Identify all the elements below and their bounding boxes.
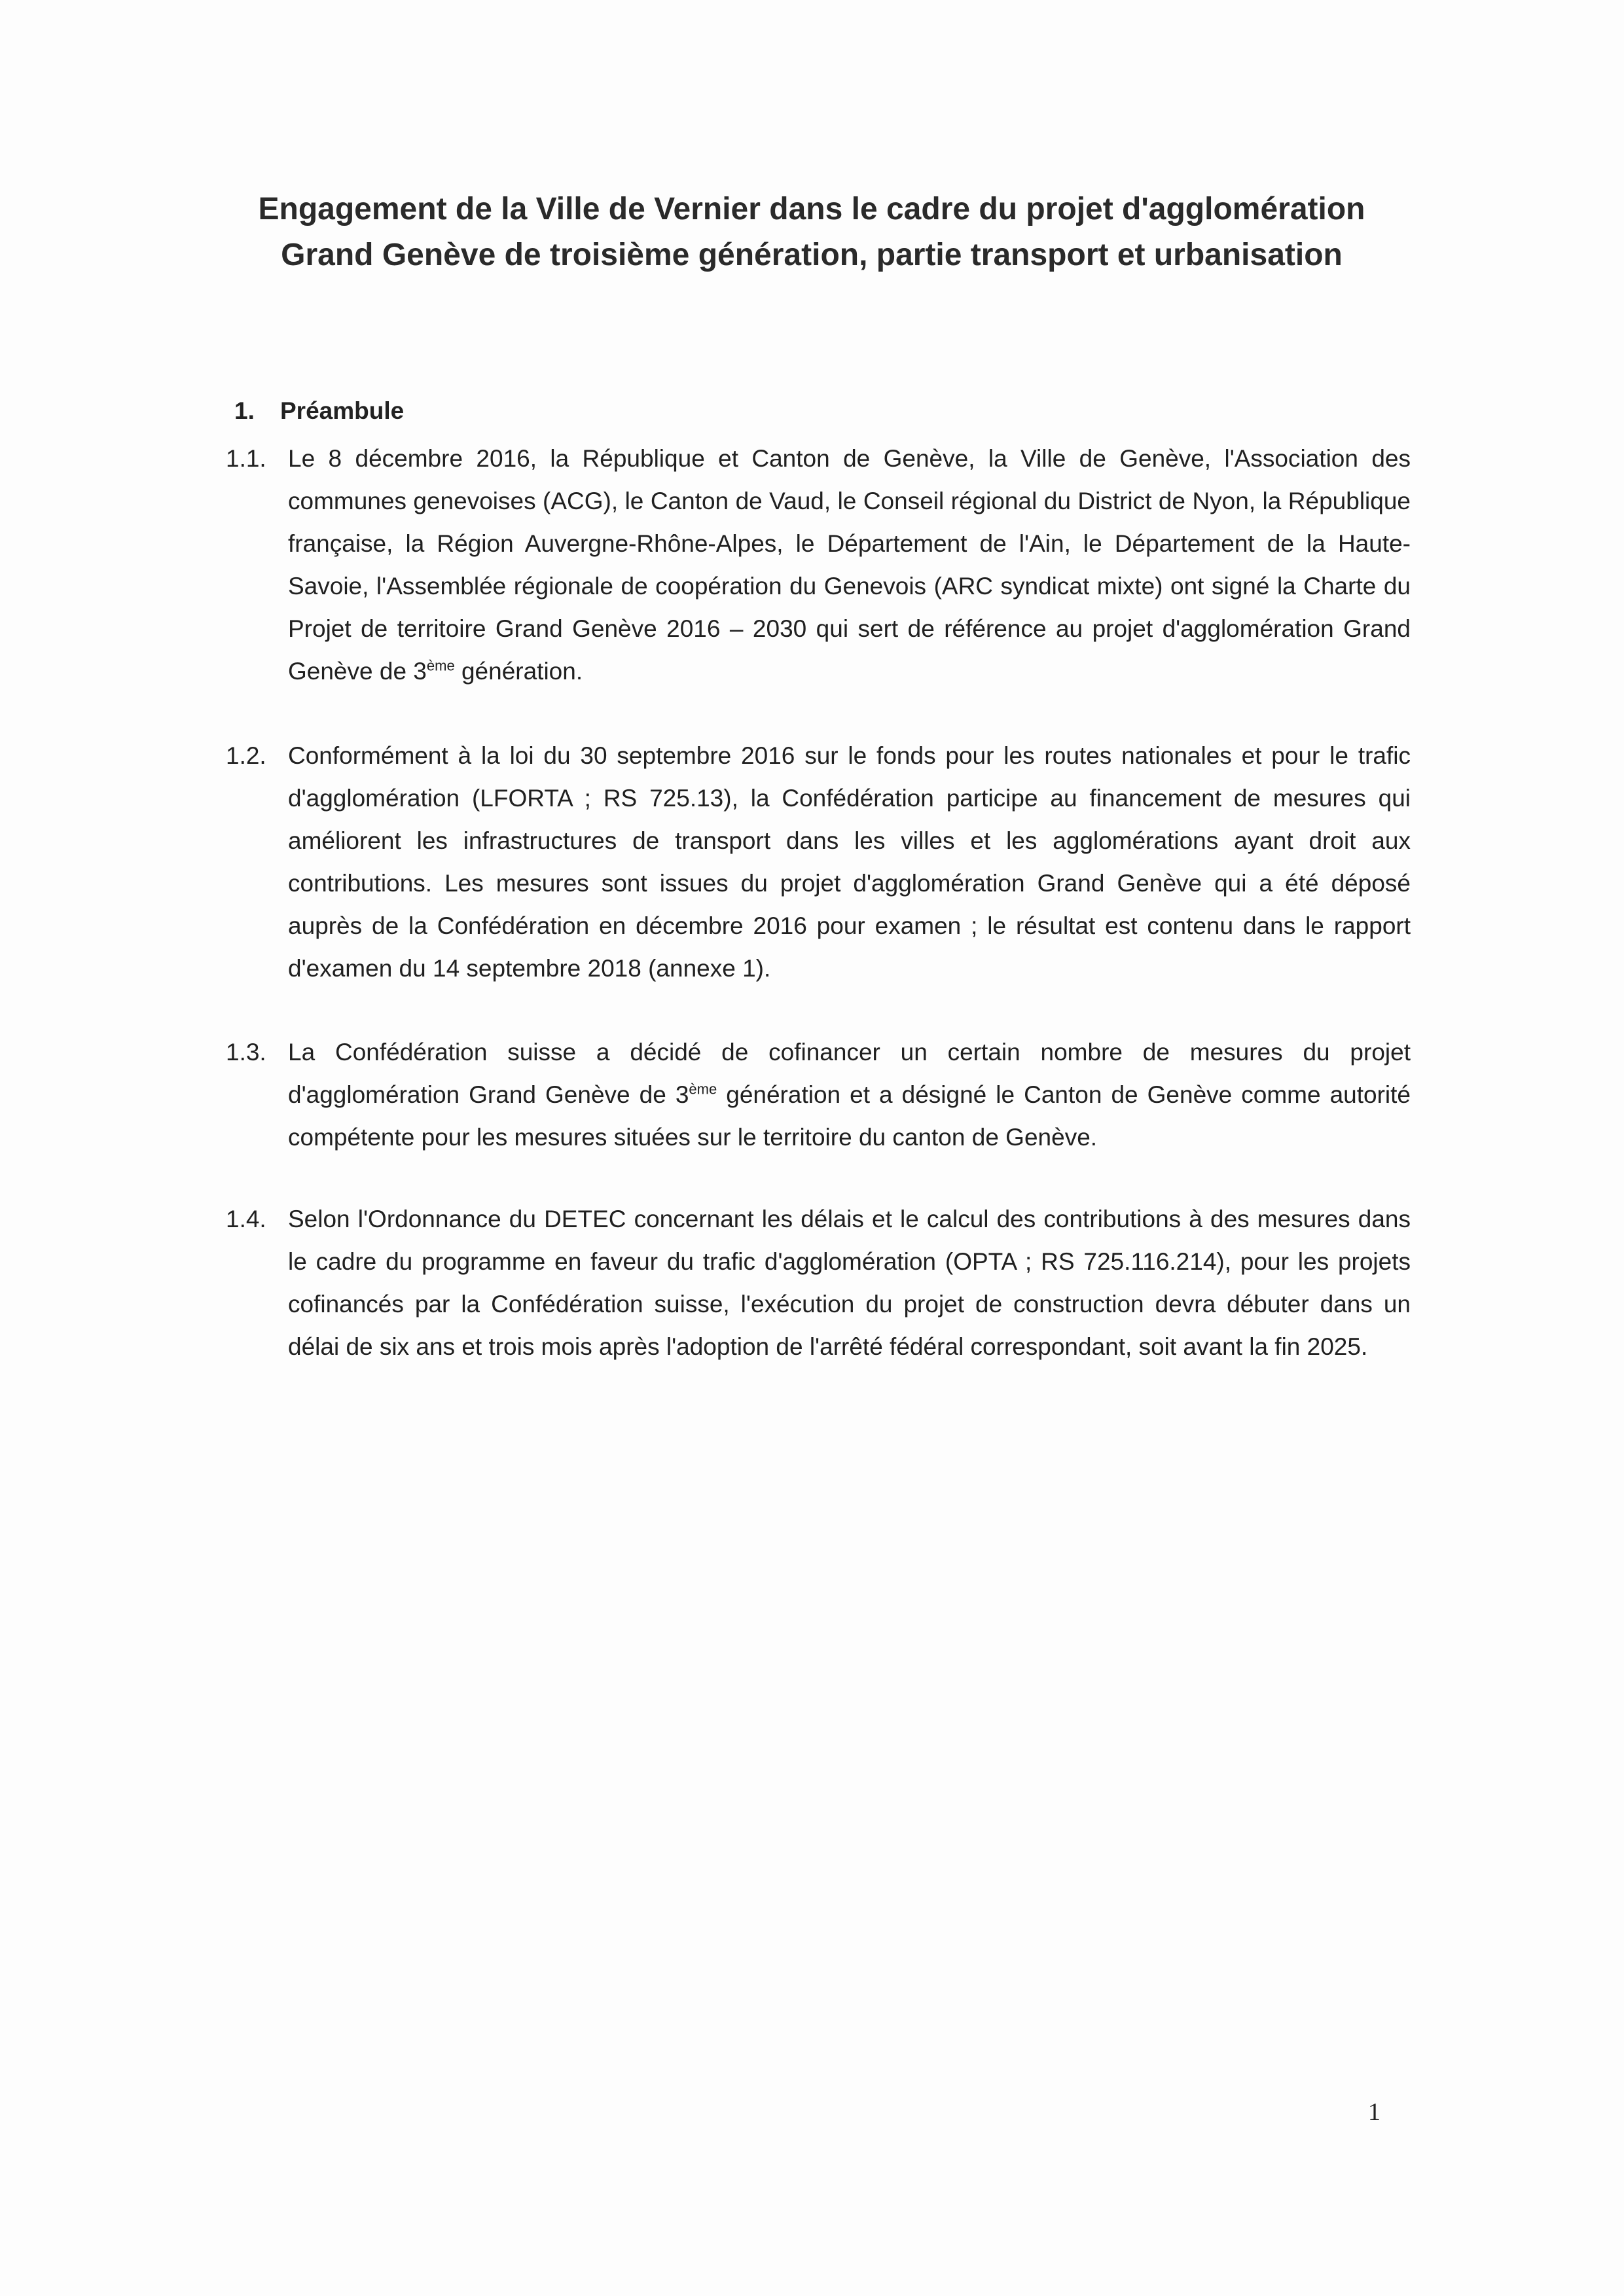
paragraph-number: 1.2. (226, 742, 266, 769)
paragraph-number: 1.3. (226, 1039, 266, 1066)
paragraph-1-2 (226, 734, 1411, 990)
paragraph-text (288, 437, 1411, 692)
paragraph-text-part: génération. (454, 658, 583, 685)
paragraph-text (288, 1031, 1411, 1158)
section-heading (234, 395, 404, 427)
paragraph-1-4 (226, 1198, 1411, 1368)
paragraph-number: 1.4. (226, 1206, 266, 1232)
document-title (196, 187, 1427, 278)
paragraph-number: 1.1. (226, 445, 266, 472)
paragraph-text-part: Le 8 décembre 2016, la République et Canton de Genève, la Ville de Genève, l'Association des communes genevoises (ACG), le Canton de Vaud, le Conseil régional du District de Nyon, la République française, la Région Auvergne-Rhône-Alpes, le Département de l'Ain, le Département de la Haute-Savoie, l'Assemblée régionale de coopération du Genevois (ARC syndicat mixte) ont signé la Charte du Projet de territoire Grand Genève 2016 – 2030 qui sert de référence au projet d'agglomération Grand Genève de 3 (288, 445, 1411, 685)
paragraph-text-part: La Confédération suisse a décidé de cofinancer un certain nombre de mesures du projet d'agglomération Grand Genève de 3 (288, 1039, 1411, 1108)
page-number: 1 (1368, 2098, 1380, 2126)
section-number: 1. (234, 397, 255, 424)
superscript: ème (426, 657, 455, 674)
title-line-1: Engagement de la Ville de Vernier dans le cadre du projet d'agglomération (258, 192, 1365, 226)
paragraph-text: Conformément à la loi du 30 septembre 2016 sur le fonds pour les routes nationales et pour le trafic d'agglomération (LFORTA ; RS 725.13), la Confédération participe au financement de mesures qui améliorent les infrastructures de transport dans les villes et les agglomérations ayant droit aux contributions. Les mesures sont issues du projet d'agglomération Grand Genève qui a été déposé auprès de la Confédération en décembre 2016 pour examen ; le résultat est contenu dans le rapport d'examen du 14 septembre 2018 (annexe 1). (288, 742, 1411, 982)
section-title: Préambule (280, 397, 405, 424)
paragraph-1-3 (226, 1031, 1411, 1158)
paragraph-1-1 (226, 437, 1411, 692)
paragraph-text: Selon l'Ordonnance du DETEC concernant les délais et le calcul des contributions à des mesures dans le cadre du programme en faveur du trafic d'agglomération (OPTA ; RS 725.116.214), pour les projets cofinancés par la Confédération suisse, l'exécution du projet de construction devra débuter dans un délai de six ans et trois mois après l'adoption de l'arrêté fédéral correspondant, soit avant la fin 2025. (288, 1206, 1411, 1360)
title-line-2: Grand Genève de troisième génération, partie transport et urbanisation (281, 238, 1343, 272)
paragraph-text-part: génération et a désigné le Canton de Genève comme autorité compétente pour les mesures situées sur le territoire du canton de Genève. (288, 1081, 1411, 1151)
superscript: ème (689, 1081, 717, 1098)
